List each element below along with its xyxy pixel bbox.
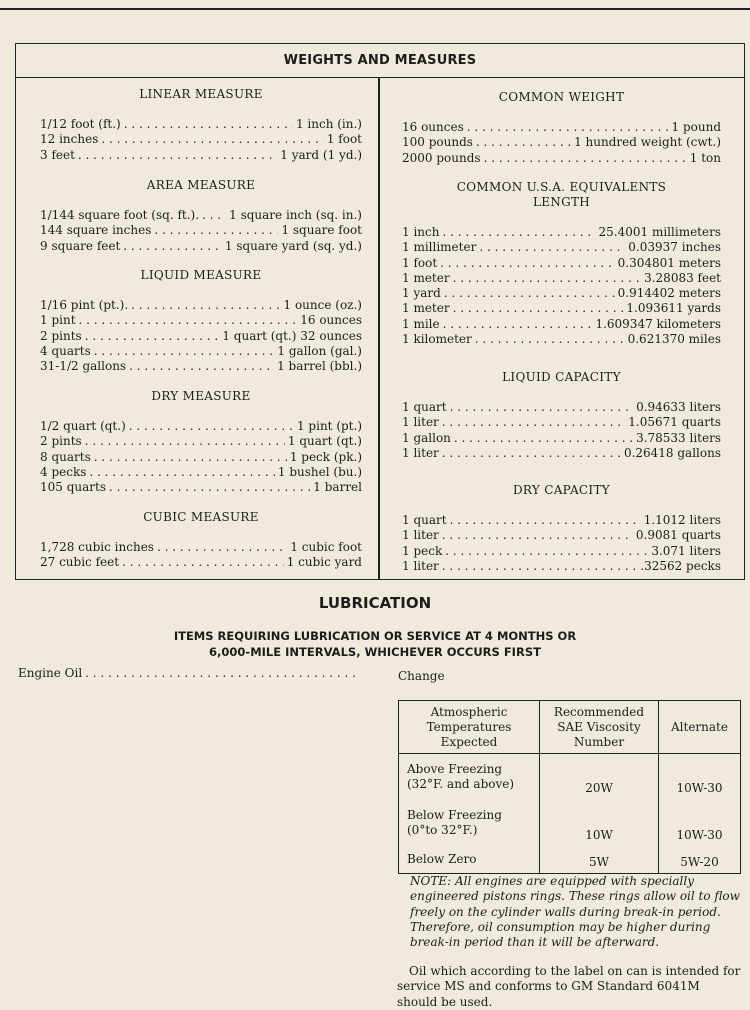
cubic-measure-section [40, 510, 362, 571]
measure-row [40, 329, 362, 344]
leader-dots [131, 298, 280, 313]
leader-dots [89, 465, 275, 480]
section-title: DRY CAPACITY [513, 483, 610, 497]
measure-left: 1 pint [40, 313, 76, 328]
measure-right: 1 barrel [313, 480, 362, 495]
measure-right: 1 hundred weight (cwt.) [574, 135, 721, 150]
measure-left: 2 pints [40, 328, 82, 343]
measure-row [40, 148, 362, 163]
leader-dots [122, 555, 284, 570]
table-row [399, 754, 741, 800]
measure-right: 0.914402 meters [617, 286, 721, 301]
leader-dots [467, 120, 669, 135]
measure-right: 1.609347 kilometers [595, 316, 721, 331]
section-title: COMMON WEIGHT [498, 90, 625, 104]
section-title: DRY MEASURE [151, 389, 251, 403]
measure-left: 1 meter [402, 301, 450, 316]
measure-right: 3.78533 liters [636, 430, 721, 445]
common-weight-section [402, 90, 721, 166]
viscosity-table [398, 700, 741, 874]
measure-left: 1 liter [402, 445, 439, 460]
leader-dots [157, 540, 287, 555]
measure-row [40, 450, 362, 465]
engine-oil-action: Change [398, 669, 445, 683]
liquid-capacity-rows [402, 400, 721, 461]
linear-rows [40, 117, 362, 163]
measure-left: 1 quart [402, 513, 447, 527]
measure-left: 4 pecks [40, 464, 87, 479]
measure-left: 4 quarts [40, 343, 91, 358]
leader-dots [109, 480, 310, 495]
measure-left: 1 kilometer [402, 332, 472, 347]
measure-row [402, 431, 721, 446]
cubic-rows [40, 540, 362, 571]
measure-right: 1.05671 quarts [628, 415, 721, 430]
measure-row [402, 225, 721, 240]
measure-right: 25.4001 millimeters [598, 225, 721, 239]
measure-right: 1 square foot [281, 223, 362, 238]
measure-right: 1 yard (1 yd.) [280, 147, 362, 162]
leader-dots [442, 415, 625, 430]
measure-row [40, 480, 362, 495]
leader-dots [475, 332, 625, 347]
measure-row [402, 301, 721, 316]
leader-dots [453, 271, 642, 286]
leader-dots [450, 400, 633, 415]
table-header: Atmospheric Temperatures Expected [399, 701, 540, 754]
measure-row [402, 400, 721, 415]
measure-row [40, 434, 362, 449]
temperature-cell [399, 799, 540, 846]
leader-dots [450, 513, 641, 528]
measure-left: 8 quarts [40, 449, 91, 464]
leader-dots [85, 434, 285, 449]
recommended-cell: 20W [540, 754, 659, 800]
measure-row [40, 344, 362, 359]
column-divider [378, 78, 380, 580]
section-title: AREA MEASURE [146, 178, 256, 192]
subtitle-line: 6,000-MILE INTERVALS, WHICHEVER OCCURS FIRST [209, 645, 541, 659]
measure-left: 1,728 cubic inches [40, 540, 154, 554]
measure-row [40, 465, 362, 480]
leader-dots [440, 256, 614, 271]
measure-left: 31-1/2 gallons [40, 359, 127, 374]
measure-right: 0.26418 gallons [623, 445, 721, 460]
table-header: Recommended SAE Viscosity Number [540, 701, 659, 754]
measure-row [402, 256, 721, 271]
measure-right: 1 peck (pk.) [289, 449, 362, 464]
measure-right: 1 ton [689, 150, 721, 165]
leader-dots [453, 301, 624, 316]
section-title: COMMON U.S.A. EQUIVALENTS [456, 180, 667, 194]
leader-dots [154, 223, 278, 238]
measure-row [40, 132, 362, 147]
dry-capacity-section [402, 483, 721, 574]
measure-left: 1/144 square foot (sq. ft.). [40, 208, 200, 222]
table-row [399, 846, 741, 874]
section-title: LINEAR MEASURE [139, 87, 263, 101]
recommended-cell: 10W [540, 799, 659, 846]
leader-dots [85, 329, 220, 344]
dry-rows [40, 419, 362, 495]
measure-right: 1 barrel (bbl.) [277, 359, 362, 374]
measure-left: 1 gallon [402, 430, 451, 445]
measure-right: 3.28083 feet [644, 270, 721, 285]
measure-row [40, 208, 362, 223]
leader-dots [454, 431, 633, 446]
table-header-row [399, 701, 741, 754]
measure-row [40, 359, 362, 374]
measure-left: 27 cubic feet [40, 555, 120, 570]
measure-right: 1 pound [671, 120, 721, 134]
dry-measure-section [40, 389, 362, 495]
section-title: CUBIC MEASURE [143, 510, 259, 524]
measure-row [40, 313, 362, 328]
measure-right: 1 gallon (gal.) [277, 343, 362, 358]
measure-left: 1 liter [402, 415, 439, 430]
engine-oil-label: Engine Oil [18, 666, 83, 680]
measure-row [402, 317, 721, 332]
leader-dots [445, 544, 648, 559]
measure-right: 16 ounces [300, 313, 362, 328]
lubrication-subtitle [120, 628, 630, 660]
measure-left: 1 liter [402, 528, 439, 543]
measure-right: 0.304801 meters [617, 255, 721, 270]
table-header: Alternate [659, 701, 741, 754]
leader-dots [101, 132, 323, 147]
measure-left: 1 quart [402, 400, 447, 414]
equivalents-rows [402, 225, 721, 347]
leader-dots [443, 317, 593, 332]
measure-right: 3.071 liters [651, 543, 721, 558]
table-row [399, 799, 741, 846]
measure-right: 1 bushel (bu.) [277, 464, 362, 479]
measure-row [40, 540, 362, 555]
measure-row [402, 513, 721, 528]
measure-right: 1.093611 yards [626, 301, 721, 316]
measure-left: 3 feet [40, 147, 75, 162]
alternate-cell: 5W-20 [659, 846, 741, 874]
measure-row [402, 286, 721, 301]
lubrication-title: LUBRICATION [318, 594, 432, 612]
measure-left: 1 inch [402, 225, 440, 239]
engine-oil-row [18, 666, 363, 681]
measure-left: 100 pounds [402, 135, 473, 150]
dry-capacity-rows [402, 513, 721, 574]
measure-row [40, 419, 362, 434]
measure-row [40, 239, 362, 254]
measure-row [402, 151, 721, 166]
measure-right: 0.9081 quarts [635, 528, 721, 543]
linear-measure-section [40, 87, 362, 163]
section-subtitle: LENGTH [532, 195, 591, 209]
alternate-cell: 10W-30 [659, 754, 741, 800]
measure-row [402, 240, 721, 255]
measure-right: 1 quart (qt.) 32 ounces [222, 328, 362, 343]
measure-left: 2 pints [40, 434, 82, 449]
measure-right: 1 square inch (sq. in.) [229, 208, 362, 222]
leader-dots [484, 151, 687, 166]
cond-line: Below Freezing [407, 807, 502, 822]
measure-right: 1 pint (pt.) [296, 419, 362, 433]
measure-left: 9 square feet [40, 238, 121, 253]
measure-right: 1 square yard (sq. yd.) [224, 238, 362, 253]
measure-right: 1 inch (in.) [295, 117, 362, 131]
measure-right: 1.1012 liters [643, 513, 721, 527]
leader-dots [124, 117, 293, 132]
measure-right: 0.03937 inches [628, 240, 721, 255]
leader-dots [94, 450, 287, 465]
measure-row [402, 528, 721, 543]
cond-line: (32°F. and above) [407, 776, 515, 791]
leader-dots [479, 240, 625, 255]
measure-row [40, 117, 362, 132]
temperature-cell [399, 846, 540, 874]
weights-measures-box [15, 43, 745, 580]
cond-line: Below Zero [407, 852, 477, 866]
cond-line: Above Freezing [407, 761, 503, 776]
leader-dots [129, 359, 274, 374]
measure-left: 1 mile [402, 316, 440, 331]
measure-row [402, 271, 721, 286]
equivalents-section [402, 180, 721, 347]
liquid-measure-section [40, 268, 362, 374]
liquid-rows [40, 298, 362, 374]
measure-row [402, 332, 721, 347]
measure-right: 1 ounce (oz.) [283, 298, 362, 312]
measure-left: 12 inches [40, 132, 99, 147]
measure-row [40, 223, 362, 238]
section-title: LIQUID CAPACITY [502, 370, 621, 384]
note-paragraph: NOTE: All engines are equipped with specially engineered pistons rings. These rings allow oil to flow freely on the cylinder walls during break-in period. Therefore, oil consumption may be higher during break-in period than it will be afterward. [410, 874, 740, 950]
leader-dots [129, 419, 294, 434]
measure-right: 0.94633 liters [636, 400, 721, 414]
common-weight-rows [402, 120, 721, 166]
measure-right: 1 quart (qt.) [287, 434, 362, 449]
measure-row [402, 544, 721, 559]
measure-row [402, 446, 721, 461]
measure-left: 1 yard [402, 286, 441, 301]
leader-dots [85, 666, 360, 681]
weights-measures-title: WEIGHTS AND MEASURES [16, 44, 744, 78]
leader-dots [444, 286, 615, 301]
cond-line: (0°to 32°F.) [407, 822, 478, 837]
measure-left: 144 square inches [40, 223, 152, 238]
leader-dots [79, 313, 298, 328]
measure-row [402, 415, 721, 430]
measure-left: 1 meter [402, 270, 450, 285]
recommended-cell: 5W [540, 846, 659, 874]
measure-row [402, 135, 721, 150]
alternate-cell: 10W-30 [659, 799, 741, 846]
leader-dots [442, 446, 621, 461]
measure-row [402, 559, 721, 574]
leader-dots [78, 148, 277, 163]
measure-right: .32562 pecks [640, 558, 721, 573]
measure-row [40, 298, 362, 313]
area-measure-section [40, 178, 362, 254]
leader-dots [476, 135, 571, 150]
leader-dots [94, 344, 275, 359]
subtitle-line: ITEMS REQUIRING LUBRICATION OR SERVICE AT 4 MONTHS OR [173, 629, 577, 643]
area-rows [40, 208, 362, 254]
top-rule [0, 8, 750, 10]
measure-left: 105 quarts [40, 480, 106, 495]
measure-left: 1/16 pint (pt.). [40, 298, 129, 312]
measure-left: 1 peck [402, 543, 443, 558]
leader-dots [442, 225, 595, 240]
measure-left: 1 liter [402, 558, 439, 573]
measure-right: 1 cubic yard [286, 555, 362, 570]
oil-paragraph: Oil which according to the label on can is intended for service MS and conforms to GM Standard 6041M should be used. [397, 964, 741, 1009]
measure-left: 2000 pounds [402, 150, 481, 165]
measure-right: 1 foot [326, 132, 362, 147]
leader-dots [442, 528, 633, 543]
liquid-capacity-section [402, 370, 721, 461]
section-title: LIQUID MEASURE [140, 268, 262, 282]
measure-left: 16 ounces [402, 120, 464, 134]
measure-left: 1 millimeter [402, 240, 477, 255]
measure-row [402, 120, 721, 135]
measure-row [40, 555, 362, 570]
leader-dots [442, 559, 637, 574]
measure-right: 1 cubic foot [290, 540, 362, 554]
measure-right: 0.621370 miles [627, 332, 721, 347]
leader-dots [202, 208, 226, 223]
measure-left: 1/2 quart (qt.) [40, 419, 126, 433]
temperature-cell [399, 754, 540, 800]
leader-dots [123, 239, 222, 254]
measure-left: 1/12 foot (ft.) [40, 117, 121, 131]
measure-left: 1 foot [402, 255, 438, 270]
